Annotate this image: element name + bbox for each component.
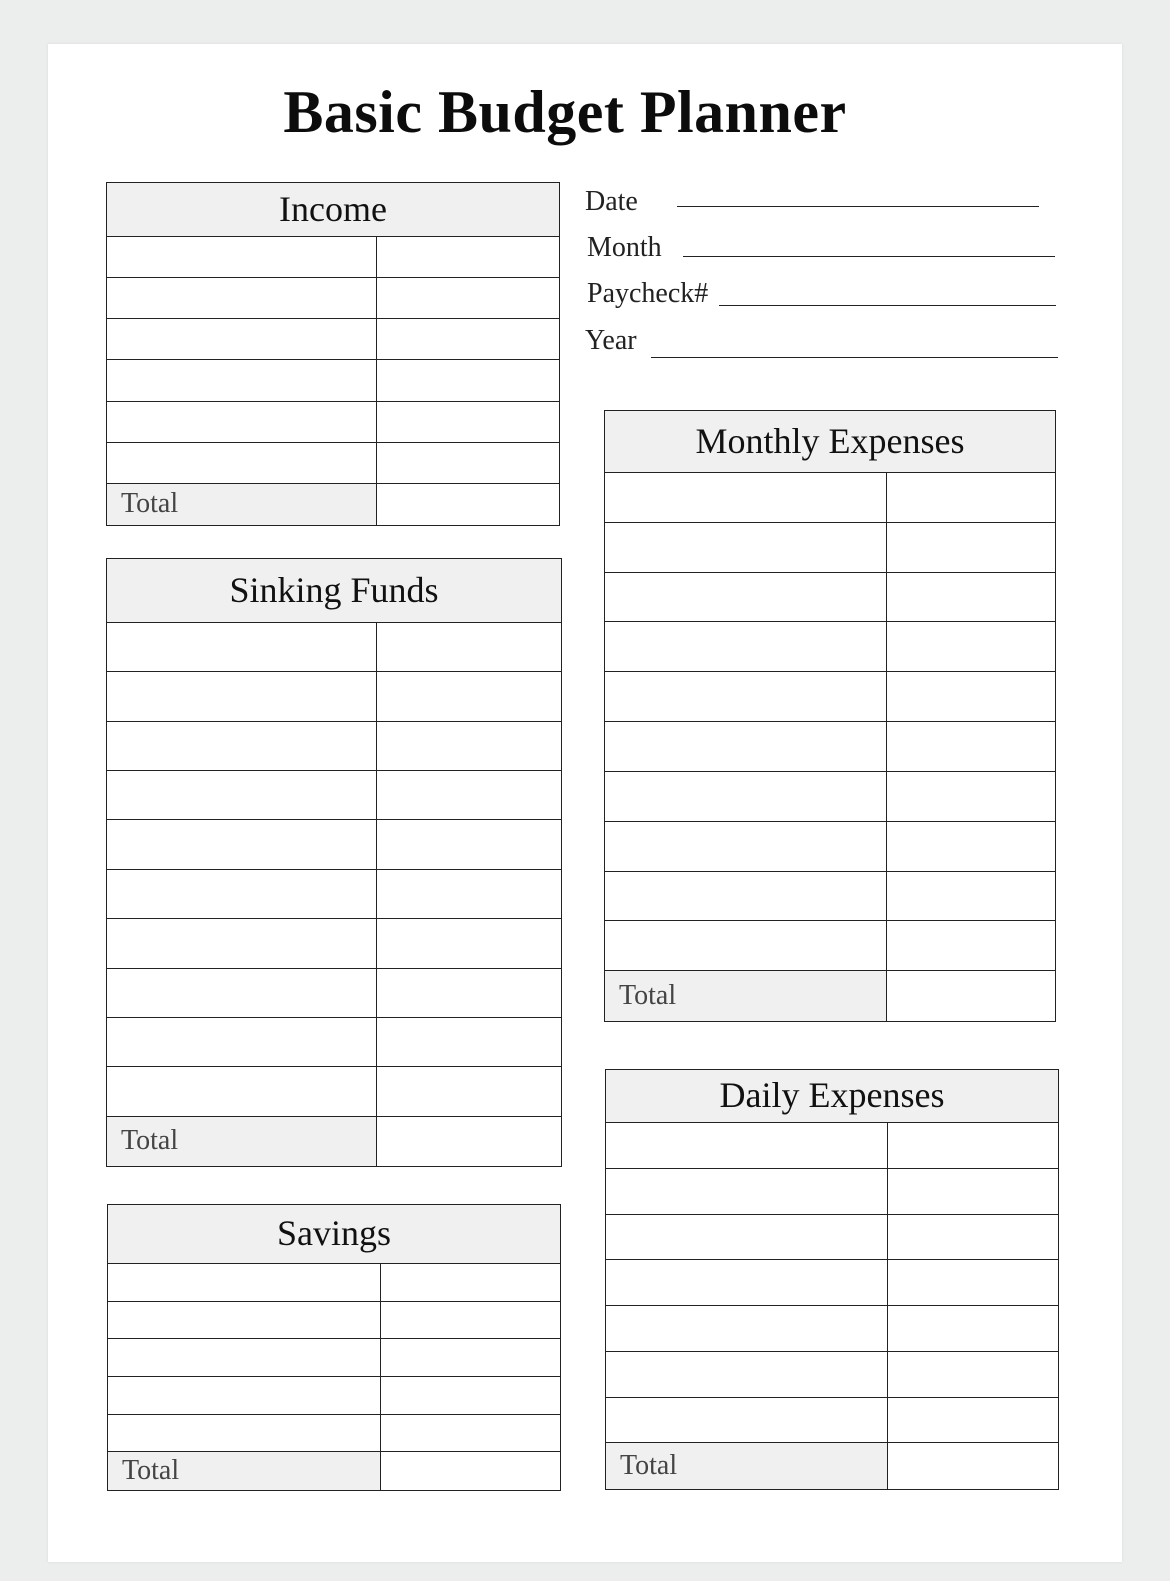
item-cell[interactable]	[107, 402, 377, 442]
amount-cell[interactable]	[887, 473, 1055, 522]
income-title: Income	[107, 183, 559, 237]
amount-cell[interactable]	[381, 1302, 560, 1339]
year-field[interactable]	[651, 357, 1058, 358]
daily-expenses-title: Daily Expenses	[606, 1070, 1058, 1123]
item-cell[interactable]	[107, 1067, 377, 1115]
item-cell[interactable]	[107, 1018, 377, 1066]
amount-cell[interactable]	[381, 1339, 560, 1376]
item-cell[interactable]	[107, 672, 377, 720]
item-cell[interactable]	[107, 360, 377, 400]
amount-cell[interactable]	[887, 622, 1055, 671]
date-label: Date	[585, 186, 638, 217]
sinking-funds-total-row	[107, 1117, 561, 1166]
table-row	[108, 1415, 560, 1453]
item-cell[interactable]	[606, 1169, 888, 1214]
table-row	[108, 1377, 560, 1415]
amount-cell[interactable]	[888, 1306, 1058, 1351]
table-row	[606, 1169, 1058, 1215]
table-row	[107, 820, 561, 869]
table-row	[606, 1260, 1058, 1306]
table-row	[108, 1264, 560, 1302]
amount-cell[interactable]	[887, 523, 1055, 572]
item-cell[interactable]	[107, 278, 377, 318]
amount-cell[interactable]	[377, 360, 559, 400]
table-row	[606, 1123, 1058, 1169]
table-row	[107, 870, 561, 919]
table-row	[605, 872, 1055, 922]
table-row	[605, 672, 1055, 722]
item-cell[interactable]	[107, 820, 377, 868]
item-cell[interactable]	[107, 319, 377, 359]
table-row	[606, 1306, 1058, 1352]
table-row	[605, 622, 1055, 672]
table-row	[606, 1352, 1058, 1398]
table-row	[108, 1302, 560, 1340]
amount-cell[interactable]	[887, 822, 1055, 871]
table-row	[605, 921, 1055, 971]
item-cell[interactable]	[605, 622, 887, 671]
amount-cell[interactable]	[377, 278, 559, 318]
table-row	[107, 672, 561, 721]
savings-table	[107, 1204, 561, 1491]
amount-cell[interactable]	[888, 1352, 1058, 1397]
month-field[interactable]	[683, 256, 1055, 257]
item-cell[interactable]	[605, 872, 887, 921]
amount-cell[interactable]	[377, 319, 559, 359]
item-cell[interactable]	[107, 722, 377, 770]
table-row	[107, 237, 559, 278]
item-cell[interactable]	[107, 443, 377, 483]
amount-cell[interactable]	[377, 402, 559, 442]
amount-cell[interactable]	[888, 1215, 1058, 1260]
item-cell[interactable]	[605, 772, 887, 821]
table-row	[605, 772, 1055, 822]
amount-cell[interactable]	[888, 1398, 1058, 1443]
item-cell[interactable]	[107, 870, 377, 918]
table-row	[107, 722, 561, 771]
amount-cell[interactable]	[887, 921, 1055, 970]
amount-cell[interactable]	[381, 1377, 560, 1414]
item-cell[interactable]	[605, 473, 887, 522]
table-row	[606, 1398, 1058, 1444]
amount-cell[interactable]	[381, 1415, 560, 1452]
amount-cell[interactable]	[377, 623, 561, 671]
savings-title: Savings	[108, 1205, 560, 1264]
item-cell[interactable]	[605, 573, 887, 622]
table-row	[108, 1339, 560, 1377]
table-row	[107, 278, 559, 319]
amount-cell[interactable]	[887, 672, 1055, 721]
item-cell[interactable]	[108, 1415, 381, 1452]
total-amount-cell[interactable]	[887, 971, 1055, 1021]
table-row	[107, 360, 559, 401]
paycheck-label: Paycheck#	[587, 278, 709, 309]
page-title: Basic Budget Planner	[283, 79, 847, 145]
amount-cell[interactable]	[381, 1264, 560, 1301]
amount-cell[interactable]	[377, 722, 561, 770]
monthly-expenses-total-row	[605, 971, 1055, 1021]
amount-cell[interactable]	[377, 771, 561, 819]
item-cell[interactable]	[606, 1123, 888, 1168]
income-total-row	[107, 484, 559, 525]
item-cell[interactable]	[605, 722, 887, 771]
table-row	[107, 919, 561, 968]
total-amount-cell[interactable]	[888, 1443, 1058, 1489]
table-row	[605, 573, 1055, 623]
item-cell[interactable]	[108, 1302, 381, 1339]
total-amount-cell[interactable]	[377, 1117, 561, 1166]
table-row	[107, 402, 559, 443]
sinking-funds-table	[106, 558, 562, 1167]
item-cell[interactable]	[606, 1260, 888, 1305]
year-label: Year	[585, 325, 637, 356]
table-row	[605, 722, 1055, 772]
item-cell[interactable]	[606, 1352, 888, 1397]
total-amount-cell[interactable]	[377, 484, 559, 525]
total-amount-cell[interactable]	[381, 1452, 560, 1490]
table-row	[107, 319, 559, 360]
paycheck-field[interactable]	[719, 305, 1056, 306]
amount-cell[interactable]	[887, 772, 1055, 821]
item-cell[interactable]	[107, 623, 377, 671]
item-cell[interactable]	[606, 1398, 888, 1443]
item-cell[interactable]	[605, 523, 887, 572]
income-table	[106, 182, 560, 526]
total-label: Total	[107, 1117, 377, 1166]
amount-cell[interactable]	[888, 1260, 1058, 1305]
table-row	[107, 443, 559, 484]
month-label: Month	[587, 232, 662, 263]
table-row	[605, 822, 1055, 872]
item-cell[interactable]	[108, 1339, 381, 1376]
item-cell[interactable]	[107, 969, 377, 1017]
amount-cell[interactable]	[377, 870, 561, 918]
table-row	[107, 771, 561, 820]
daily-expenses-total-row	[606, 1443, 1058, 1489]
item-cell[interactable]	[606, 1215, 888, 1260]
amount-cell[interactable]	[887, 872, 1055, 921]
table-row	[107, 1018, 561, 1067]
date-field[interactable]	[677, 206, 1039, 207]
amount-cell[interactable]	[377, 237, 559, 277]
savings-total-row	[108, 1452, 560, 1490]
table-row	[107, 969, 561, 1018]
monthly-expenses-title: Monthly Expenses	[605, 411, 1055, 473]
amount-cell[interactable]	[377, 919, 561, 967]
total-label: Total	[605, 971, 887, 1021]
sinking-funds-title: Sinking Funds	[107, 559, 561, 623]
amount-cell[interactable]	[377, 820, 561, 868]
item-cell[interactable]	[108, 1377, 381, 1414]
table-row	[605, 523, 1055, 573]
item-cell[interactable]	[605, 672, 887, 721]
amount-cell[interactable]	[887, 722, 1055, 771]
table-row	[107, 1067, 561, 1116]
total-label: Total	[107, 484, 377, 525]
total-label: Total	[108, 1452, 381, 1490]
item-cell[interactable]	[606, 1306, 888, 1351]
amount-cell[interactable]	[377, 443, 559, 483]
amount-cell[interactable]	[377, 1018, 561, 1066]
item-cell[interactable]	[107, 919, 377, 967]
amount-cell[interactable]	[377, 672, 561, 720]
table-row	[606, 1215, 1058, 1261]
amount-cell[interactable]	[888, 1123, 1058, 1168]
table-row	[605, 473, 1055, 523]
item-cell[interactable]	[605, 921, 887, 970]
table-row	[107, 623, 561, 672]
total-label: Total	[606, 1443, 888, 1489]
item-cell[interactable]	[108, 1264, 381, 1301]
amount-cell[interactable]	[377, 969, 561, 1017]
item-cell[interactable]	[605, 822, 887, 871]
amount-cell[interactable]	[377, 1067, 561, 1115]
amount-cell[interactable]	[888, 1169, 1058, 1214]
item-cell[interactable]	[107, 237, 377, 277]
amount-cell[interactable]	[887, 573, 1055, 622]
monthly-expenses-table	[604, 410, 1056, 1022]
daily-expenses-table	[605, 1069, 1059, 1490]
item-cell[interactable]	[107, 771, 377, 819]
